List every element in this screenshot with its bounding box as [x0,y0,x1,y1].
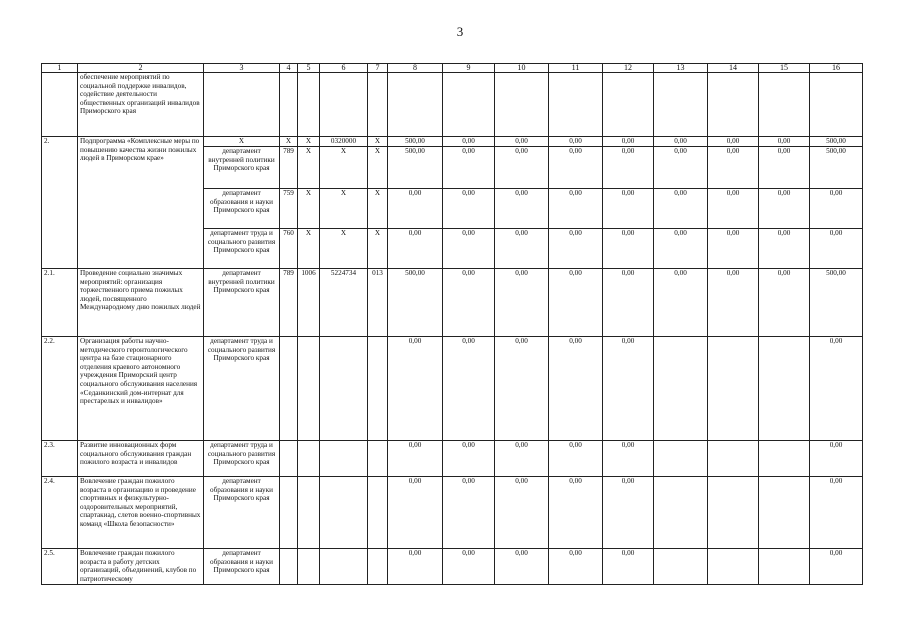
table-cell: 0,00 [495,229,549,269]
table-cell: 0,00 [603,441,654,477]
table-cell [298,73,320,137]
table-row [42,269,863,337]
table-cell: 0,00 [495,189,549,229]
table-cell [42,73,78,137]
table-cell: 2.2. [42,337,78,441]
table-cell: 0,00 [603,147,654,189]
table-cell [759,477,810,549]
table-cell: 0,00 [495,147,549,189]
table-cell [708,337,759,441]
table-header-cell: 13 [654,64,708,73]
table-cell: департамент труда и социального развития Приморского края [204,229,280,269]
table-cell: 0,00 [443,189,495,229]
table-row [42,441,863,477]
table-cell: 0,00 [603,337,654,441]
table-cell [280,441,298,477]
table-row [42,73,863,137]
table-cell: Подпрограмма «Комплексные меры по повышению качества жизни пожилых людей в Приморском крае» [78,137,204,269]
table-cell [654,337,708,441]
table-cell [298,477,320,549]
table-cell: 0,00 [810,229,863,269]
table-header-cell: 11 [549,64,603,73]
table-cell [654,549,708,585]
table-cell: 0,00 [549,147,603,189]
table-cell [280,549,298,585]
table-cell: 0,00 [654,189,708,229]
table-cell: 0,00 [708,147,759,189]
table-cell: 500,00 [810,137,863,147]
table-cell: 0,00 [603,137,654,147]
table-cell: X [204,137,280,147]
table-cell: 789 [280,269,298,337]
table-cell [298,337,320,441]
table-cell: 0,00 [495,549,549,585]
table-cell: X [320,189,368,229]
table-cell: X [280,137,298,147]
table-row [42,477,863,549]
table-cell: 500,00 [388,137,443,147]
table-cell: 013 [368,269,388,337]
table-cell: 0,00 [603,189,654,229]
table-cell: 0,00 [708,229,759,269]
table-header-cell: 16 [810,64,863,73]
table-cell: 0,00 [708,189,759,229]
table-header-cell: 8 [388,64,443,73]
table-cell: X [298,147,320,189]
table-cell: 500,00 [388,147,443,189]
table-cell: X [320,229,368,269]
table-cell: X [298,137,320,147]
table-cell: 0,00 [654,147,708,189]
table-cell [320,73,368,137]
table-cell: 0,00 [549,477,603,549]
table-cell: 0,00 [810,189,863,229]
table-cell: 0,00 [495,477,549,549]
table-cell: департамент внутренней политики Приморского края [204,269,280,337]
table-cell: 0,00 [759,269,810,337]
table-cell: Вовлечение граждан пожилого возраста в организацию и проведение спортивных и физкультурно-оздоровительных мероприятий, спартакиад, слетов военно-спортивных команд «Школа безопасности» [78,477,204,549]
table-cell [654,477,708,549]
table-cell [759,73,810,137]
table-header-cell: 1 [42,64,78,73]
table-header-row [42,64,863,73]
table-cell: департамент труда и социального развития Приморского края [204,337,280,441]
table-cell: 0,00 [759,229,810,269]
table-cell [320,477,368,549]
table-header-cell: 6 [320,64,368,73]
table-cell: 0,00 [603,549,654,585]
table-cell: 0,00 [549,189,603,229]
table-cell: 0,00 [495,137,549,147]
table-row [42,549,863,585]
table-cell: 0,00 [549,137,603,147]
table-cell [298,441,320,477]
table-cell [759,337,810,441]
table-cell: 2.4. [42,477,78,549]
table-cell [368,441,388,477]
table-cell [759,441,810,477]
table-cell [368,73,388,137]
table-cell: 0,00 [443,137,495,147]
table-cell: 0,00 [443,441,495,477]
table-cell: департамент образования и науки Приморского края [204,549,280,585]
table-cell: X [320,147,368,189]
table-header-cell: 3 [204,64,280,73]
table-cell [708,477,759,549]
table-cell: 0,00 [443,337,495,441]
table-cell: 0,00 [388,337,443,441]
table-cell: 0,00 [443,147,495,189]
table-cell: 0,00 [708,137,759,147]
table-cell: Развитие инновационных форм социального обслуживания граждан пожилого возраста и инвалидов [78,441,204,477]
table-cell: X [368,137,388,147]
table-cell: департамент внутренней политики Приморского края [204,147,280,189]
budget-table [41,63,863,585]
table-cell: 0,00 [810,549,863,585]
table-cell [654,441,708,477]
table-header-cell: 14 [708,64,759,73]
table-cell: 0,00 [443,269,495,337]
table-cell: 0,00 [810,337,863,441]
table-cell: X [368,147,388,189]
table-cell: 500,00 [388,269,443,337]
table-cell: 0,00 [495,269,549,337]
table-cell [654,73,708,137]
table-cell: 0,00 [654,269,708,337]
table-cell: 0,00 [810,441,863,477]
table-cell: 0,00 [443,549,495,585]
table-cell [320,549,368,585]
table-cell: 0,00 [810,477,863,549]
table-cell [280,337,298,441]
table-cell [759,549,810,585]
table-cell [603,73,654,137]
table-cell: 0320000 [320,137,368,147]
table-cell: 0,00 [759,137,810,147]
table-cell: 0,00 [759,147,810,189]
table-cell [320,441,368,477]
table-header-cell: 12 [603,64,654,73]
table-cell: 2. [42,137,78,269]
table-cell: 0,00 [654,137,708,147]
table-cell: 0,00 [708,269,759,337]
table-cell [204,73,280,137]
table-header-cell: 7 [368,64,388,73]
table-cell: 0,00 [443,477,495,549]
table-cell: 0,00 [443,229,495,269]
table-header-cell: 15 [759,64,810,73]
table-cell: Проведение социально значимых мероприятий: организация торжественного приема пожилых людей, посвященного Международному дню пожилых людей [78,269,204,337]
table-cell: 0,00 [549,269,603,337]
table-cell: 2.1. [42,269,78,337]
table-row [42,337,863,441]
table-cell: 2.3. [42,441,78,477]
table-header-cell: 5 [298,64,320,73]
table-cell [495,73,549,137]
table-cell: X [368,189,388,229]
table-cell: департамент образования и науки Приморского края [204,189,280,229]
table-cell: 0,00 [759,189,810,229]
table-cell [708,549,759,585]
table-cell: 0,00 [549,229,603,269]
table-cell: 0,00 [654,229,708,269]
table-cell: департамент труда и социального развития Приморского края [204,441,280,477]
table-cell: 0,00 [495,441,549,477]
page-number: 3 [456,24,464,39]
table-cell: 0,00 [603,229,654,269]
table-header-cell: 10 [495,64,549,73]
table-cell: 0,00 [603,477,654,549]
table-cell: 760 [280,229,298,269]
table-cell [810,73,863,137]
table-cell: обеспечение мероприятий по социальной поддержке инвалидов, содействие деятельности общественных организаций инвалидов Приморского края [78,73,204,137]
table-cell: 0,00 [549,337,603,441]
table-cell: 0,00 [549,549,603,585]
table-cell [368,477,388,549]
table-cell: Организация работы научно-методического геронтологического центра на базе стационарного отделения краевого автономного учреждения Приморский центр социального обслуживания населения «Седанкинский дом-интернат для престарелых и инвалидов» [78,337,204,441]
table-cell: 0,00 [388,477,443,549]
table-header-cell: 9 [443,64,495,73]
table-cell: X [368,229,388,269]
table-cell: X [298,229,320,269]
table-cell: 1006 [298,269,320,337]
table-cell [368,549,388,585]
table-cell: 0,00 [388,229,443,269]
table-cell: 759 [280,189,298,229]
table-cell [320,337,368,441]
table-row [42,137,863,147]
table-cell: 0,00 [388,441,443,477]
table-cell: 0,00 [388,189,443,229]
table-header-cell: 4 [280,64,298,73]
table-cell: 789 [280,147,298,189]
table-cell [443,73,495,137]
table-cell [368,337,388,441]
table-cell [549,73,603,137]
table-header-cell: 2 [78,64,204,73]
table-cell: 0,00 [388,549,443,585]
table-cell: X [298,189,320,229]
table-cell: 0,00 [549,441,603,477]
table-cell: 0,00 [603,269,654,337]
table-cell: 2.5. [42,549,78,585]
table-cell: департамент образования и науки Приморского края [204,477,280,549]
table-cell: 500,00 [810,269,863,337]
table-cell [280,73,298,137]
table-cell [388,73,443,137]
table-cell: 500,00 [810,147,863,189]
table-cell: Вовлечение граждан пожилого возраста в работу детских организаций, объединений, клубов по патриотическому [78,549,204,585]
table-cell [708,73,759,137]
table-cell: 5224734 [320,269,368,337]
table-cell [280,477,298,549]
table-cell [298,549,320,585]
table-cell [708,441,759,477]
table-cell: 0,00 [495,337,549,441]
